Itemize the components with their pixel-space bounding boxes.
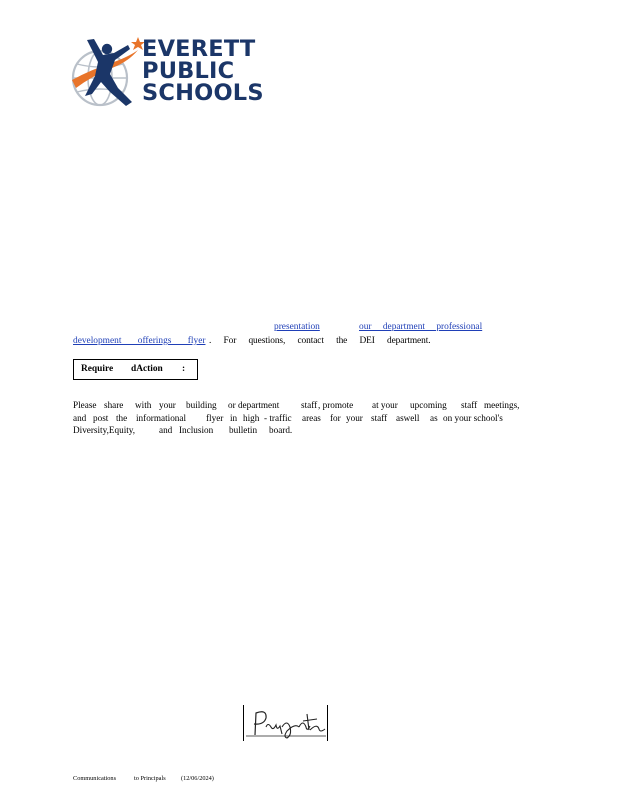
signature — [243, 705, 329, 741]
word: meetings, — [484, 400, 520, 410]
word: Please — [73, 400, 97, 410]
word: building — [186, 400, 217, 410]
district-logo — [70, 36, 264, 112]
word: staff — [371, 412, 388, 423]
figure-with-globe-and-star-icon — [70, 36, 145, 112]
word: upcoming — [410, 400, 447, 410]
district-name — [142, 38, 264, 104]
word: post — [93, 412, 109, 423]
word: , promote — [318, 400, 354, 410]
word: the — [116, 412, 128, 423]
resources-paragraph — [73, 320, 523, 348]
word: areas — [302, 412, 321, 423]
required-action-box — [73, 359, 198, 380]
word: Inclusion — [179, 425, 214, 435]
word: at your — [372, 400, 398, 410]
required-action-colon: : — [182, 364, 186, 374]
word: high — [243, 412, 260, 423]
word: staff — [301, 400, 318, 410]
development-flyer-link[interactable]: development offerings flyer — [73, 336, 206, 346]
word: with — [135, 400, 152, 410]
district-name-line1: EVERETT — [142, 36, 256, 62]
presentation-link[interactable]: presentation — [274, 322, 320, 332]
contact-text: . For questions, contact the DEI department. — [209, 336, 431, 346]
word: as — [430, 412, 438, 423]
word: bulletin — [229, 425, 258, 435]
district-name-line2: PUBLIC — [142, 58, 235, 84]
word: staff — [461, 400, 478, 410]
word: - traffic — [264, 412, 292, 423]
instructions-line-3 — [73, 424, 518, 437]
footer-recipient: to Principals — [134, 775, 166, 782]
word: share — [104, 400, 124, 410]
word: in — [230, 412, 238, 423]
required-action-label-1: Require — [81, 364, 114, 374]
required-action-label-2: dAction — [131, 364, 163, 374]
word: aswell — [396, 412, 420, 423]
word: on your school's — [443, 412, 503, 423]
word: informational — [136, 412, 187, 423]
department-offerings-link[interactable]: our department professional — [359, 322, 483, 332]
instructions-paragraph — [73, 399, 518, 437]
word: for — [330, 412, 341, 423]
word: flyer — [206, 412, 224, 423]
instructions-line-2 — [73, 412, 518, 425]
word: and — [159, 425, 173, 435]
instructions-line-1 — [73, 399, 518, 412]
footer-doc-type: Communications — [73, 775, 117, 782]
word: Diversity,Equity, — [73, 425, 136, 435]
handwritten-signature-icon — [243, 705, 329, 741]
footer-date: (12/06/2024) — [181, 775, 214, 782]
district-name-line3: SCHOOLS — [142, 80, 264, 106]
word: your — [346, 412, 363, 423]
word: or department — [228, 400, 280, 410]
word: and — [73, 412, 87, 423]
word: your — [159, 400, 176, 410]
word: board. — [269, 425, 293, 435]
